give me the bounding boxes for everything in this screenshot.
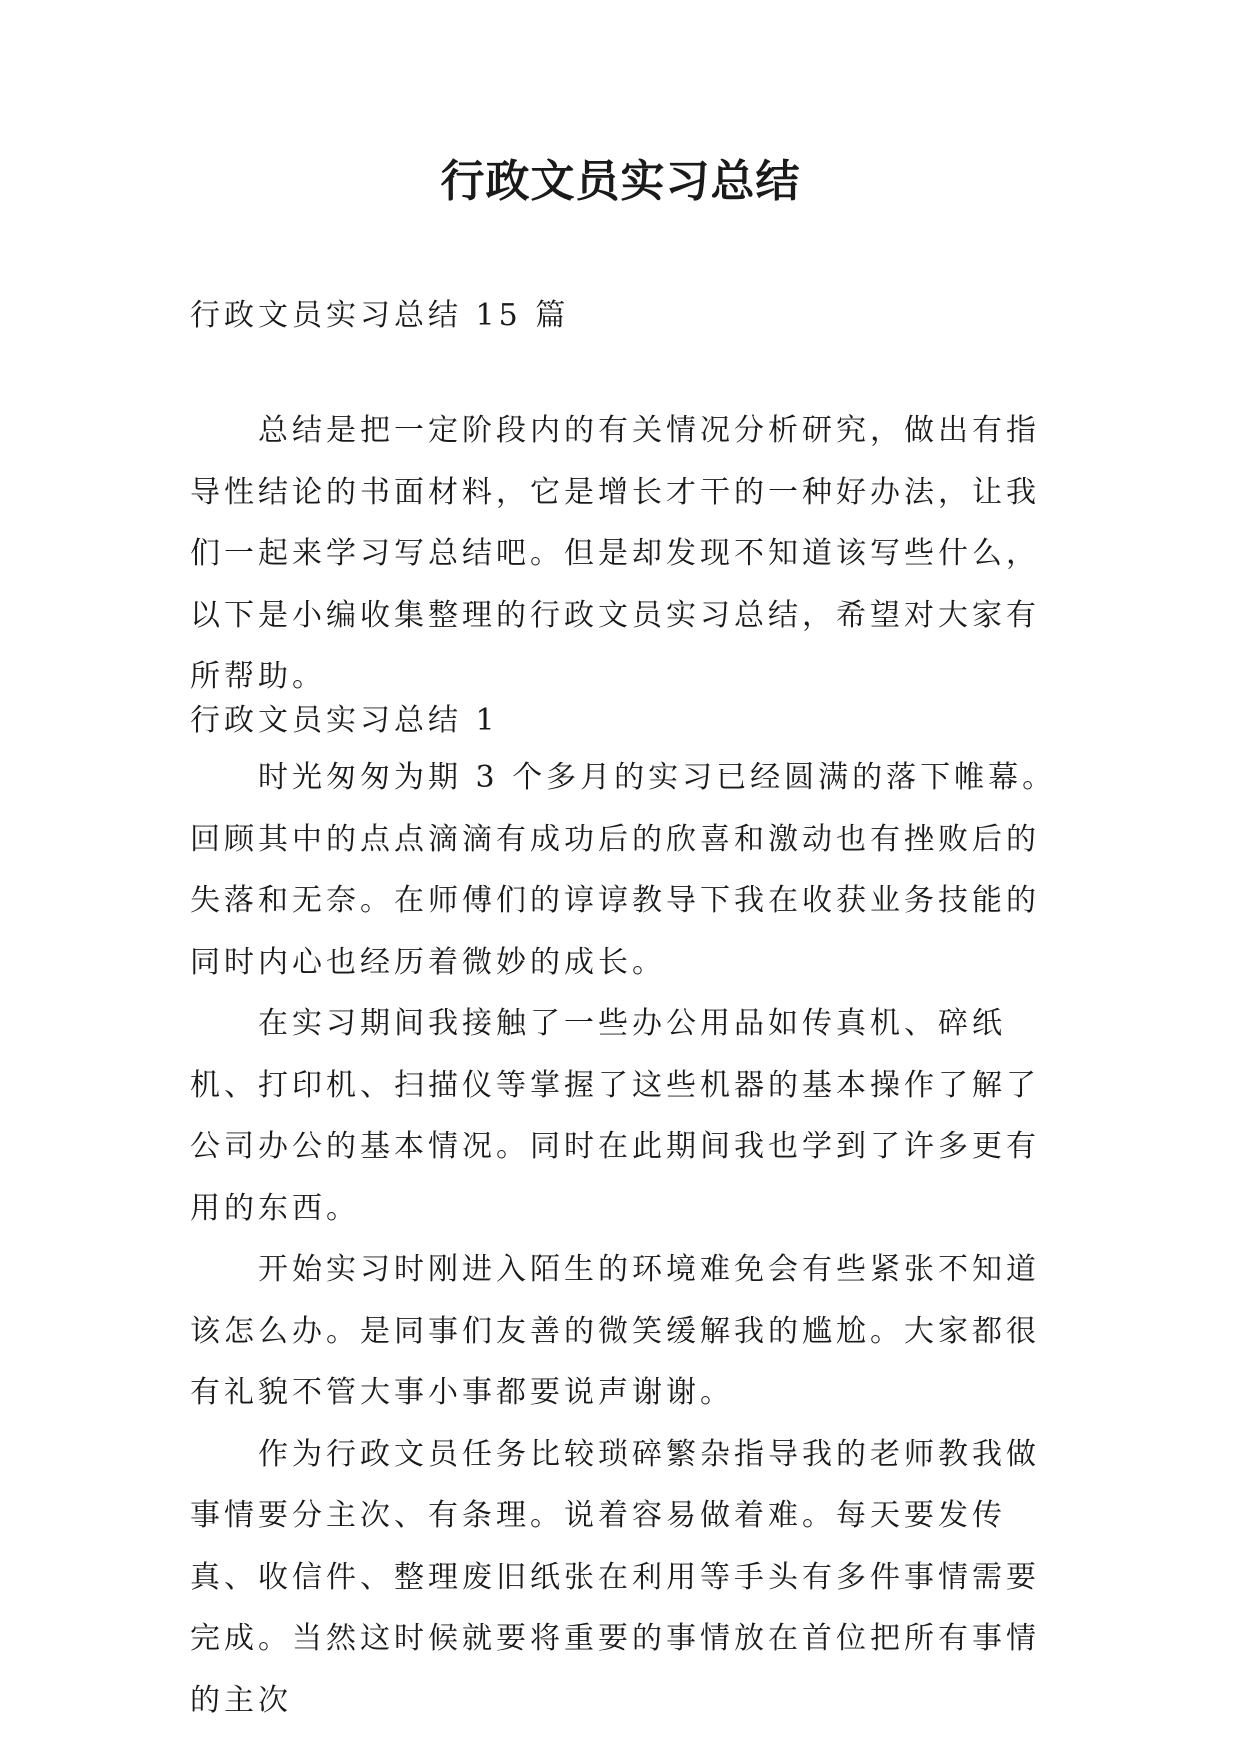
section-heading: 行政文员实习总结 1 xyxy=(190,703,499,738)
body-paragraph: 开始实习时刚进入陌生的环境难免会有些紧张不知道该怎么办。是同事们友善的微笑缓解我的尴尬。大家都很有礼貌不管大事小事都要说声谢谢。 xyxy=(190,1252,1040,1410)
section-body xyxy=(190,747,1060,1731)
intro-paragraph: 总结是把一定阶段内的有关情况分析研究，做出有指导性结论的书面材料，它是增长才干的一种好办法，让我们一起来学习写总结吧。但是却发现不知道该写些什么，以下是小编收集整理的行政文员实习总结，希望对大家有所帮助。 xyxy=(190,413,1040,694)
document-subtitle: 行政文员实习总结 15 篇 xyxy=(190,298,570,333)
body-paragraph: 在实习期间我接触了一些办公用品如传真机、碎纸机、打印机、扫描仪等掌握了这些机器的基本操作了解了公司办公的基本情况。同时在此期间我也学到了许多更有用的东西。 xyxy=(190,1006,1040,1226)
body-paragraph: 作为行政文员任务比较琐碎繁杂指导我的老师教我做事情要分主次、有条理。说着容易做着难。每天要发传真、收信件、整理废旧纸张在利用等手头有多件事情需要完成。当然这时候就要将重要的事情放在首位把所有事情的主次 xyxy=(190,1436,1040,1718)
body-paragraph: 时光匆匆为期 3 个多月的实习已经圆满的落下帷幕。回顾其中的点点滴滴有成功后的欣喜和激动也有挫败后的失落和无奈。在师傅们的谆谆教导下我在收获业务技能的同时内心也经历着微妙的成长。 xyxy=(190,760,1057,980)
document-title: 行政文员实习总结 xyxy=(440,156,801,207)
